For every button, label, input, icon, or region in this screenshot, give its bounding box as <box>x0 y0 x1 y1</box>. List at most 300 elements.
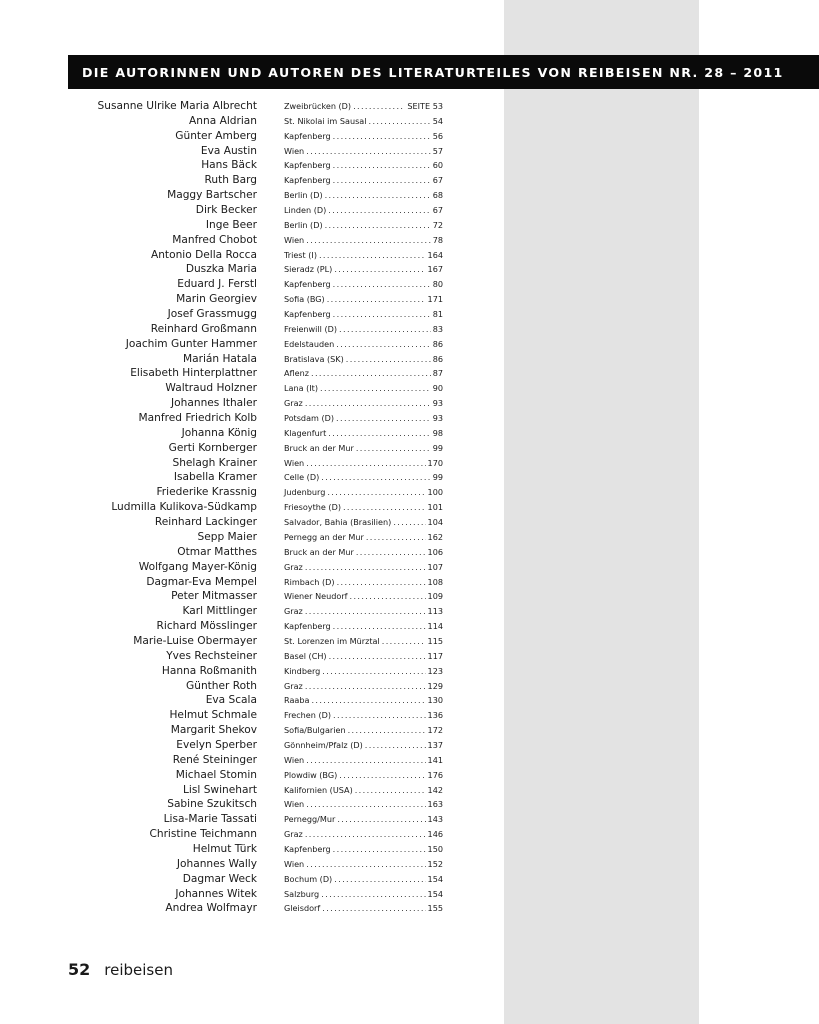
author-place: Wien <box>284 799 305 810</box>
dot-leader <box>306 456 425 471</box>
dot-leader <box>321 887 425 902</box>
author-row <box>68 262 468 277</box>
author-name: Isabella Kramer <box>173 471 257 484</box>
author-info <box>284 470 443 485</box>
author-page-number: 154 <box>427 873 443 884</box>
dot-leader <box>356 441 431 456</box>
author-place: Wien <box>284 754 305 765</box>
author-info <box>284 396 443 411</box>
author-row <box>68 456 468 471</box>
author-place: Graz <box>284 680 303 691</box>
author-name: Hanna Roßmanith <box>161 664 257 677</box>
dot-leader <box>321 470 430 485</box>
author-page-number: 115 <box>427 635 443 646</box>
author-name: Reinhard Lackinger <box>154 516 257 529</box>
author-row <box>68 723 468 738</box>
author-name: Joachim Gunter Hammer <box>125 337 257 350</box>
author-place: Bratislava (SK) <box>284 353 344 364</box>
author-place: Wien <box>284 858 305 869</box>
author-list <box>68 99 468 916</box>
author-row <box>68 708 468 723</box>
dot-leader <box>305 604 426 619</box>
author-row <box>68 352 468 367</box>
author-page-number: 123 <box>427 665 443 676</box>
author-place: Edelstauden <box>284 338 335 349</box>
author-name: Helmut Türk <box>192 842 257 855</box>
author-info <box>284 307 443 322</box>
author-name: Richard Mösslinger <box>156 620 257 633</box>
author-place: Wien <box>284 457 305 468</box>
author-name: Yves Rechsteiner <box>166 649 257 662</box>
author-place: Salvador, Bahia (Brasilien) <box>284 517 392 528</box>
author-place: Berlin (D) <box>284 219 323 230</box>
author-page-number: 163 <box>427 799 443 810</box>
author-place: Graz <box>284 398 303 409</box>
author-info <box>284 634 443 649</box>
author-place: Pernegg an der Mur <box>284 531 364 542</box>
author-name: Manfred Chobot <box>172 233 257 246</box>
author-page-number: 56 <box>432 130 443 141</box>
author-page-number: 170 <box>427 457 443 468</box>
author-place: Graz <box>284 606 303 617</box>
author-info <box>284 604 443 619</box>
author-name: Anna Aldrian <box>189 114 257 127</box>
author-row <box>68 797 468 812</box>
author-name: Waltraud Holzner <box>165 382 257 395</box>
author-name: Reinhard Großmann <box>150 322 257 335</box>
author-place: Sofia/Bulgarien <box>284 725 346 736</box>
dot-leader <box>306 233 431 248</box>
author-name: Johannes Ithaler <box>171 397 257 410</box>
author-place: Linden (D) <box>284 205 327 216</box>
author-page-number: 136 <box>427 710 443 721</box>
author-name: Marián Hatala <box>182 352 257 365</box>
author-page-number: 78 <box>432 234 443 245</box>
author-page-number: 93 <box>432 413 443 424</box>
author-info <box>284 99 443 114</box>
grey-margin-band <box>504 0 699 1024</box>
author-name: Eva Scala <box>205 694 257 707</box>
author-row <box>68 768 468 783</box>
dot-leader <box>319 248 426 263</box>
author-info <box>284 812 443 827</box>
author-name: Karl Mittlinger <box>182 605 257 618</box>
author-row <box>68 396 468 411</box>
magazine-name: reibeisen <box>104 961 173 979</box>
author-page-number: 172 <box>427 725 443 736</box>
author-name: Johannes Witek <box>175 887 257 900</box>
dot-leader <box>320 381 431 396</box>
dot-leader <box>333 619 426 634</box>
author-page-number: 67 <box>432 205 443 216</box>
author-row <box>68 381 468 396</box>
author-name: Eduard J. Ferstl <box>177 278 257 291</box>
author-page-number: 86 <box>432 353 443 364</box>
author-row <box>68 693 468 708</box>
author-row <box>68 545 468 560</box>
author-name: René Steininger <box>172 753 257 766</box>
author-page-number: 164 <box>427 249 443 260</box>
dot-leader <box>334 872 425 887</box>
dot-leader <box>356 545 426 560</box>
author-info <box>284 857 443 872</box>
author-place: Bochum (D) <box>284 873 333 884</box>
author-page-number: 142 <box>427 784 443 795</box>
dot-leader <box>336 411 431 426</box>
author-row <box>68 277 468 292</box>
author-name: Marie-Luise Obermayer <box>133 634 257 647</box>
author-info <box>284 337 443 352</box>
author-name: Ludmilla Kulikova-Südkamp <box>111 501 257 514</box>
author-info <box>284 233 443 248</box>
author-name: Helmut Schmale <box>169 709 257 722</box>
author-name: Otmar Matthes <box>177 545 257 558</box>
dot-leader <box>306 857 425 872</box>
author-place: Kapfenberg <box>284 175 331 186</box>
author-info <box>284 842 443 857</box>
author-info <box>284 277 443 292</box>
author-place: Pernegg/Mur <box>284 814 336 825</box>
author-place: Salzburg <box>284 888 320 899</box>
dot-leader <box>339 322 431 337</box>
author-row <box>68 738 468 753</box>
author-info <box>284 441 443 456</box>
author-page-number: 155 <box>427 903 443 914</box>
dot-leader <box>305 396 431 411</box>
author-name: Shelagh Krainer <box>172 456 257 469</box>
author-row <box>68 426 468 441</box>
author-page-number: 171 <box>427 294 443 305</box>
author-row <box>68 604 468 619</box>
dot-leader <box>329 649 426 664</box>
author-page-number: 176 <box>427 769 443 780</box>
dot-leader <box>322 664 425 679</box>
author-place: Raaba <box>284 695 310 706</box>
dot-leader <box>325 188 431 203</box>
dot-leader <box>305 827 426 842</box>
author-row <box>68 158 468 173</box>
dot-leader <box>333 708 426 723</box>
author-name: Dagmar Weck <box>182 872 257 885</box>
author-row <box>68 233 468 248</box>
author-row <box>68 560 468 575</box>
author-name: Friederike Krassnig <box>156 486 257 499</box>
dot-leader <box>311 366 431 381</box>
author-row <box>68 500 468 515</box>
author-name: Margarit Shekov <box>170 724 257 737</box>
author-place: Kapfenberg <box>284 279 331 290</box>
author-info <box>284 679 443 694</box>
dot-leader <box>333 277 431 292</box>
author-info <box>284 619 443 634</box>
author-row <box>68 783 468 798</box>
page-number: 52 <box>68 960 91 979</box>
author-row <box>68 887 468 902</box>
dot-leader <box>322 901 425 916</box>
author-page-number: 167 <box>427 264 443 275</box>
author-page-number: 146 <box>427 829 443 840</box>
dot-leader <box>337 812 425 827</box>
author-name: Duszka Maria <box>185 263 257 276</box>
author-place: Triest (I) <box>284 249 317 260</box>
author-info <box>284 381 443 396</box>
author-info <box>284 262 443 277</box>
dot-leader <box>333 129 431 144</box>
author-page-number: 154 <box>427 888 443 899</box>
author-name: Susanne Ulrike Maria Albrecht <box>97 100 257 112</box>
author-place: Kapfenberg <box>284 309 331 320</box>
author-name: Sepp Maier <box>197 530 257 543</box>
author-place: Wiener Neudorf <box>284 591 348 602</box>
author-row <box>68 441 468 456</box>
page-footer <box>68 960 173 979</box>
author-page-number: 113 <box>427 606 443 617</box>
author-name: Inge Beer <box>205 218 257 231</box>
author-row <box>68 753 468 768</box>
author-info <box>284 723 443 738</box>
author-page-number: 98 <box>432 427 443 438</box>
author-row <box>68 114 468 129</box>
dot-leader <box>306 753 425 768</box>
author-info <box>284 248 443 263</box>
author-name: Johanna König <box>181 426 257 439</box>
author-info <box>284 144 443 159</box>
author-place: Bruck an der Mur <box>284 546 354 557</box>
author-name: Ruth Barg <box>204 174 257 187</box>
author-place: Klagenfurt <box>284 427 327 438</box>
author-name: Antonio Della Rocca <box>150 248 257 261</box>
author-info <box>284 872 443 887</box>
author-info <box>284 129 443 144</box>
author-page-number: 143 <box>427 814 443 825</box>
author-page-number: 83 <box>432 323 443 334</box>
dot-leader <box>334 262 425 277</box>
author-place: Basel (CH) <box>284 650 327 661</box>
dot-leader <box>333 842 426 857</box>
author-place: Plowdiw (BG) <box>284 769 338 780</box>
dot-leader <box>325 218 431 233</box>
author-name: Eva Austin <box>200 144 257 157</box>
author-info <box>284 426 443 441</box>
author-info <box>284 114 443 129</box>
dot-leader <box>306 797 425 812</box>
author-page-number: 80 <box>432 279 443 290</box>
author-row <box>68 366 468 381</box>
author-place: Friesoythe (D) <box>284 502 341 513</box>
dot-leader <box>327 485 425 500</box>
author-row <box>68 485 468 500</box>
author-place: Kapfenberg <box>284 160 331 171</box>
dot-leader <box>366 530 426 545</box>
author-info <box>284 366 443 381</box>
author-info <box>284 188 443 203</box>
author-name: Dagmar-Eva Mempel <box>146 575 257 588</box>
author-page-number: SEITE 53 <box>407 101 443 111</box>
author-info <box>284 575 443 590</box>
author-info <box>284 203 443 218</box>
author-page-number: 100 <box>427 487 443 498</box>
author-info <box>284 560 443 575</box>
dot-leader <box>353 99 405 114</box>
author-place: Sofia (BG) <box>284 294 325 305</box>
author-row <box>68 901 468 916</box>
author-page-number: 101 <box>427 502 443 513</box>
dot-leader <box>328 203 430 218</box>
author-place: Celle (D) <box>284 472 320 483</box>
author-info <box>284 708 443 723</box>
author-place: St. Nikolai im Sausal <box>284 115 367 126</box>
author-page-number: 72 <box>432 219 443 230</box>
author-info <box>284 649 443 664</box>
author-page-number: 54 <box>432 115 443 126</box>
author-info <box>284 530 443 545</box>
author-place: Freienwill (D) <box>284 323 338 334</box>
author-row <box>68 218 468 233</box>
author-info <box>284 218 443 233</box>
author-page-number: 107 <box>427 561 443 572</box>
author-page-number: 162 <box>427 531 443 542</box>
author-page-number: 86 <box>432 338 443 349</box>
dot-leader <box>355 783 426 798</box>
author-row <box>68 664 468 679</box>
author-info <box>284 693 443 708</box>
dot-leader <box>393 515 425 530</box>
author-row <box>68 842 468 857</box>
dot-leader <box>311 693 425 708</box>
author-name: Dirk Becker <box>195 204 257 217</box>
author-info <box>284 173 443 188</box>
author-page-number: 90 <box>432 383 443 394</box>
author-name: Michael Stomin <box>175 768 257 781</box>
author-place: Kindberg <box>284 665 321 676</box>
author-row <box>68 589 468 604</box>
author-row <box>68 173 468 188</box>
author-info <box>284 827 443 842</box>
author-row <box>68 634 468 649</box>
author-page-number: 108 <box>427 576 443 587</box>
author-info <box>284 515 443 530</box>
author-row <box>68 470 468 485</box>
dot-leader <box>382 634 426 649</box>
author-row <box>68 248 468 263</box>
dot-leader <box>369 114 431 129</box>
author-info <box>284 352 443 367</box>
author-page-number: 130 <box>427 695 443 706</box>
author-name: Lisa-Marie Tassati <box>163 813 257 826</box>
author-row <box>68 411 468 426</box>
author-row <box>68 679 468 694</box>
author-page-number: 67 <box>432 175 443 186</box>
author-name: Andrea Wolfmayr <box>165 902 257 915</box>
dot-leader <box>333 307 431 322</box>
dot-leader <box>343 500 426 515</box>
author-page-number: 152 <box>427 858 443 869</box>
author-info <box>284 500 443 515</box>
author-place: Frechen (D) <box>284 710 332 721</box>
author-info <box>284 545 443 560</box>
author-row <box>68 188 468 203</box>
page-title: DIE AUTORINNEN UND AUTOREN DES LITERATURTEILES VON REIBEISEN NR. 28 – 2011 <box>82 64 784 80</box>
author-page-number: 57 <box>432 145 443 156</box>
author-info <box>284 456 443 471</box>
author-name: Sabine Szukitsch <box>167 798 257 811</box>
author-place: Sieradz (PL) <box>284 264 333 275</box>
author-info <box>284 322 443 337</box>
dot-leader <box>333 158 431 173</box>
author-page-number: 60 <box>432 160 443 171</box>
author-page-number: 81 <box>432 309 443 320</box>
author-name: Peter Mitmasser <box>171 590 257 603</box>
dot-leader <box>336 337 430 352</box>
author-page-number: 117 <box>427 650 443 661</box>
author-info <box>284 768 443 783</box>
author-name: Lisl Swinehart <box>183 783 257 796</box>
page-title-bar <box>68 55 819 89</box>
author-info <box>284 738 443 753</box>
author-name: Gerti Kornberger <box>168 441 257 454</box>
author-info <box>284 589 443 604</box>
author-place: Gönnheim/Pfalz (D) <box>284 739 363 750</box>
author-place: Kapfenberg <box>284 621 331 632</box>
author-place: Kapfenberg <box>284 130 331 141</box>
author-name: Günther Roth <box>186 679 257 692</box>
author-page-number: 137 <box>427 739 443 750</box>
author-row <box>68 144 468 159</box>
author-row <box>68 619 468 634</box>
author-place: Lana (It) <box>284 383 319 394</box>
author-place: Aflenz <box>284 368 309 379</box>
author-place: Rimbach (D) <box>284 576 335 587</box>
author-info <box>284 797 443 812</box>
author-page-number: 87 <box>432 368 443 379</box>
author-row <box>68 337 468 352</box>
author-info <box>284 901 443 916</box>
author-page-number: 109 <box>427 591 443 602</box>
author-row <box>68 99 468 114</box>
author-page-number: 99 <box>432 442 443 453</box>
author-info <box>284 485 443 500</box>
dot-leader <box>306 144 431 159</box>
author-info <box>284 753 443 768</box>
author-page-number: 114 <box>427 621 443 632</box>
author-place: Judenburg <box>284 487 326 498</box>
author-info <box>284 158 443 173</box>
author-row <box>68 530 468 545</box>
author-row <box>68 203 468 218</box>
dot-leader <box>346 352 431 367</box>
author-place: Bruck an der Mur <box>284 442 354 453</box>
author-name: Christine Teichmann <box>149 828 257 841</box>
dot-leader <box>350 589 426 604</box>
author-row <box>68 649 468 664</box>
author-name: Hans Bäck <box>201 159 257 172</box>
author-row <box>68 292 468 307</box>
author-name: Maggy Bartscher <box>167 189 257 202</box>
author-row <box>68 307 468 322</box>
author-row <box>68 322 468 337</box>
author-row <box>68 872 468 887</box>
author-name: Evelyn Sperber <box>176 738 257 751</box>
dot-leader <box>348 723 426 738</box>
author-info <box>284 292 443 307</box>
dot-leader <box>333 173 431 188</box>
author-page-number: 68 <box>432 190 443 201</box>
author-info <box>284 887 443 902</box>
author-place: Berlin (D) <box>284 190 323 201</box>
dot-leader <box>327 292 426 307</box>
author-page-number: 141 <box>427 754 443 765</box>
author-place: Zweibrücken (D) <box>284 101 352 111</box>
